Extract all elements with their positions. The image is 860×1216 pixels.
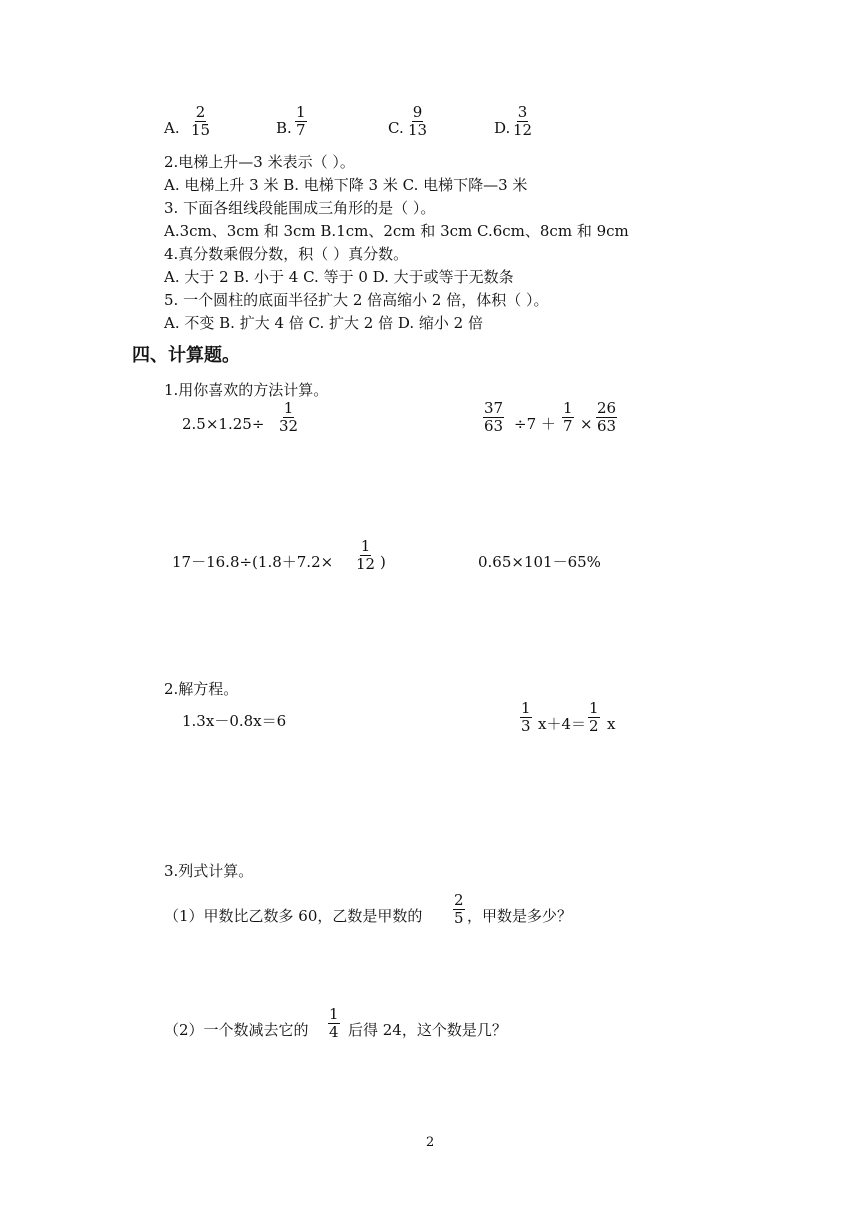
fraction-numerator: 37 <box>484 399 504 417</box>
q1-option-b-fraction <box>295 104 307 139</box>
word-problem-2-fraction <box>328 1006 340 1041</box>
fraction-denominator: 7 <box>296 121 306 139</box>
calc-expr-3-close: ) <box>380 553 386 571</box>
word-problems-heading: 3.列式计算。 <box>164 862 254 880</box>
q2-stem: 2.电梯上升—3 米表示（ ）。 <box>164 153 355 171</box>
fraction-denominator: 32 <box>279 417 299 435</box>
fraction-numerator: 1 <box>360 537 371 555</box>
fraction-denominator: 12 <box>513 121 533 139</box>
fraction-numerator: 26 <box>597 399 617 417</box>
fraction-numerator: 1 <box>589 699 599 717</box>
calc-expr-1-text: 2.5×1.25÷ <box>182 415 265 433</box>
equation-2-middle: x＋4＝ <box>538 715 587 733</box>
equation-2-end: x <box>607 715 616 733</box>
calc-expr-1-fraction <box>278 400 299 435</box>
q1-option-d-fraction <box>512 104 533 139</box>
calc-expr-3-text: 17－16.8÷(1.8＋7.2× <box>172 553 334 571</box>
q4-stem: 4.真分数乘假分数，积（ ）真分数。 <box>164 245 409 263</box>
q4-options: A. 大于 2 B. 小于 4 C. 等于 0 D. 大于或等于无数条 <box>164 268 514 286</box>
q2-options: A. 电梯上升 3 米 B. 电梯下降 3 米 C. 电梯下降—3 米 <box>164 176 528 194</box>
fraction-denominator: 13 <box>408 121 428 139</box>
equation-2-fraction-b <box>588 700 600 735</box>
equation-1: 1.3x－0.8x＝6 <box>182 712 287 730</box>
q3-stem: 3. 下面各组线段能围成三角形的是（ ）。 <box>164 199 436 217</box>
fraction-denominator: 12 <box>356 555 376 573</box>
equation-2-fraction-a <box>520 700 532 735</box>
calc-expr-3-fraction <box>355 538 376 573</box>
fraction-numerator: 1 <box>296 103 306 121</box>
q1-option-a-label: A. <box>164 119 180 137</box>
q5-options: A. 不变 B. 扩大 4 倍 C. 扩大 2 倍 D. 缩小 2 倍 <box>164 314 483 332</box>
fraction-numerator: 2 <box>195 103 206 121</box>
q3-options: A.3cm、3cm 和 3cm B.1cm、2cm 和 3cm C.6cm、8cm 和 9cm <box>164 222 629 240</box>
fraction-numerator: 1 <box>329 1005 339 1023</box>
fraction-denominator: 63 <box>484 417 504 435</box>
equations-heading: 2.解方程。 <box>164 680 239 698</box>
calc-expr-2-times: × <box>580 415 593 433</box>
calc-expr-2-fraction-b <box>562 400 574 435</box>
calc-expr-2-fraction-c <box>596 400 617 435</box>
q1-option-d-label: D. <box>494 119 511 137</box>
fraction-denominator: 63 <box>597 417 617 435</box>
word-problem-2-text: （2）一个数减去它的 <box>164 1021 309 1039</box>
q1-option-c-label: C. <box>388 119 404 137</box>
fraction-denominator: 15 <box>191 121 211 139</box>
calc-expr-4: 0.65×101－65% <box>478 553 601 571</box>
fraction-denominator: 7 <box>563 417 573 435</box>
calc-heading: 1.用你喜欢的方法计算。 <box>164 381 329 399</box>
fraction-numerator: 1 <box>283 399 294 417</box>
section-title: 四、计算题。 <box>132 345 240 366</box>
word-problem-2-end: 后得 24，这个数是几？ <box>348 1021 507 1039</box>
page-number: 2 <box>426 1135 435 1150</box>
fraction-denominator: 5 <box>454 909 464 927</box>
fraction-numerator: 1 <box>521 699 531 717</box>
q1-option-b-label: B. <box>276 119 292 137</box>
calc-expr-2-fraction-a <box>483 400 504 435</box>
word-problem-1-end: ，甲数是多少？ <box>467 907 573 925</box>
fraction-numerator: 3 <box>517 103 528 121</box>
fraction-numerator: 1 <box>563 399 573 417</box>
fraction-denominator: 4 <box>329 1023 339 1041</box>
fraction-denominator: 2 <box>589 717 599 735</box>
fraction-numerator: 9 <box>412 103 423 121</box>
fraction-denominator: 3 <box>521 717 531 735</box>
q5-stem: 5. 一个圆柱的底面半径扩大 2 倍高缩小 2 倍，体积（ ）。 <box>164 291 549 309</box>
calc-expr-2-middle: ÷7 ＋ <box>514 415 556 433</box>
q1-option-c-fraction <box>407 104 428 139</box>
word-problem-1-text: （1）甲数比乙数多 60，乙数是甲数的 <box>164 907 423 925</box>
q1-option-a-fraction <box>190 104 211 139</box>
fraction-numerator: 2 <box>454 891 464 909</box>
word-problem-1-fraction <box>453 892 465 927</box>
